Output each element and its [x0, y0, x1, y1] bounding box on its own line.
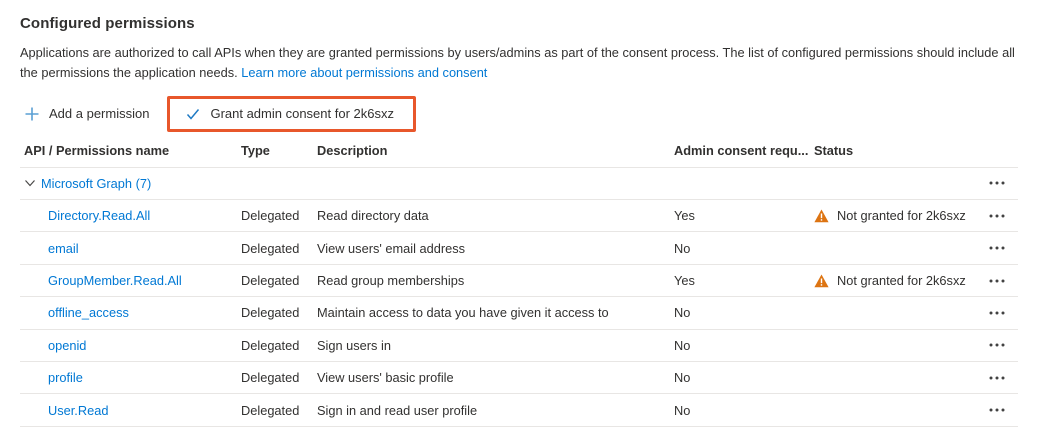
admin-consent-required-value: No	[674, 240, 691, 256]
admin-consent-required-value: Yes	[674, 208, 695, 224]
api-group-link[interactable]: Microsoft Graph (7)	[41, 175, 152, 191]
warning-icon	[814, 209, 829, 223]
page-title: Configured permissions	[20, 15, 195, 32]
more-options-button[interactable]	[982, 335, 1012, 355]
status-text: Not granted for 2k6sxz	[837, 273, 966, 289]
permission-type: Delegated	[241, 337, 300, 353]
permission-name-link[interactable]: email	[48, 240, 79, 256]
grant-admin-consent-label: Grant admin consent for 2k6sxz	[210, 106, 394, 122]
more-options-button[interactable]	[982, 238, 1012, 258]
plus-icon	[24, 106, 40, 122]
permission-description: Sign users in	[317, 337, 391, 353]
column-header-type: Type	[241, 143, 270, 159]
permission-type: Delegated	[241, 208, 300, 224]
permission-name-link[interactable]: openid	[48, 337, 87, 353]
permission-name-link[interactable]: offline_access	[48, 305, 129, 321]
description-text: Applications are authorized to call APIs when they are granted permissions by users/admins as part of the consent process. The list of configured permissions should include all the permissions the application needs.	[20, 45, 1015, 80]
permission-type: Delegated	[241, 305, 300, 321]
permission-description: Sign in and read user profile	[317, 402, 478, 418]
checkmark-icon	[185, 106, 201, 122]
column-header-actions	[973, 149, 1017, 159]
table-row	[20, 232, 1018, 264]
status-cell	[810, 208, 973, 223]
table-row	[20, 394, 1018, 426]
status-cell	[810, 273, 973, 288]
permission-type: Delegated	[241, 402, 300, 418]
permission-name-link[interactable]: Directory.Read.All	[48, 208, 151, 224]
more-options-button[interactable]	[982, 368, 1012, 388]
more-options-button[interactable]	[982, 173, 1012, 193]
chevron-down-icon[interactable]	[22, 175, 38, 191]
more-options-button[interactable]	[982, 400, 1012, 420]
status-text: Not granted for 2k6sxz	[837, 208, 966, 224]
admin-consent-required-value: No	[674, 370, 691, 386]
permission-description: View users' email address	[317, 240, 466, 256]
permission-type: Delegated	[241, 370, 300, 386]
column-header-admin-consent: Admin consent requ...	[674, 143, 809, 159]
learn-more-link[interactable]: Learn more about permissions and consent	[241, 64, 488, 80]
table-row	[20, 362, 1018, 394]
permission-rows	[20, 200, 1018, 427]
table-row	[20, 330, 1018, 362]
more-options-button[interactable]	[982, 206, 1012, 226]
table-row	[20, 297, 1018, 329]
admin-consent-required-value: No	[674, 337, 691, 353]
permissions-table	[20, 141, 1018, 427]
permission-name-link[interactable]: profile	[48, 370, 83, 386]
grant-admin-consent-highlight	[167, 96, 416, 132]
column-header-status: Status	[814, 143, 854, 159]
warning-icon	[814, 274, 829, 288]
add-permission-label: Add a permission	[49, 106, 150, 122]
column-header-description: Description	[317, 143, 388, 159]
permission-name-link[interactable]: GroupMember.Read.All	[48, 273, 182, 289]
table-row	[20, 265, 1018, 297]
permissions-toolbar	[20, 93, 1040, 135]
column-header-name: API / Permissions name	[24, 143, 170, 159]
permission-name-link[interactable]: User.Read	[48, 402, 109, 418]
permission-type: Delegated	[241, 273, 300, 289]
table-header-row	[20, 141, 1018, 168]
permission-description: Read directory data	[317, 208, 429, 224]
more-options-button[interactable]	[982, 303, 1012, 323]
permission-description: Maintain access to data you have given it access to	[317, 305, 609, 321]
add-permission-button[interactable]	[20, 106, 153, 122]
more-options-button[interactable]	[982, 271, 1012, 291]
permission-description: Read group memberships	[317, 273, 465, 289]
admin-consent-required-value: No	[674, 402, 691, 418]
permission-description: View users' basic profile	[317, 370, 454, 386]
permission-type: Delegated	[241, 240, 300, 256]
section-description	[20, 43, 1032, 83]
grant-admin-consent-button[interactable]	[181, 106, 398, 122]
admin-consent-required-value: No	[674, 305, 691, 321]
table-row	[20, 200, 1018, 232]
api-group-row	[20, 168, 1018, 200]
admin-consent-required-value: Yes	[674, 273, 695, 289]
